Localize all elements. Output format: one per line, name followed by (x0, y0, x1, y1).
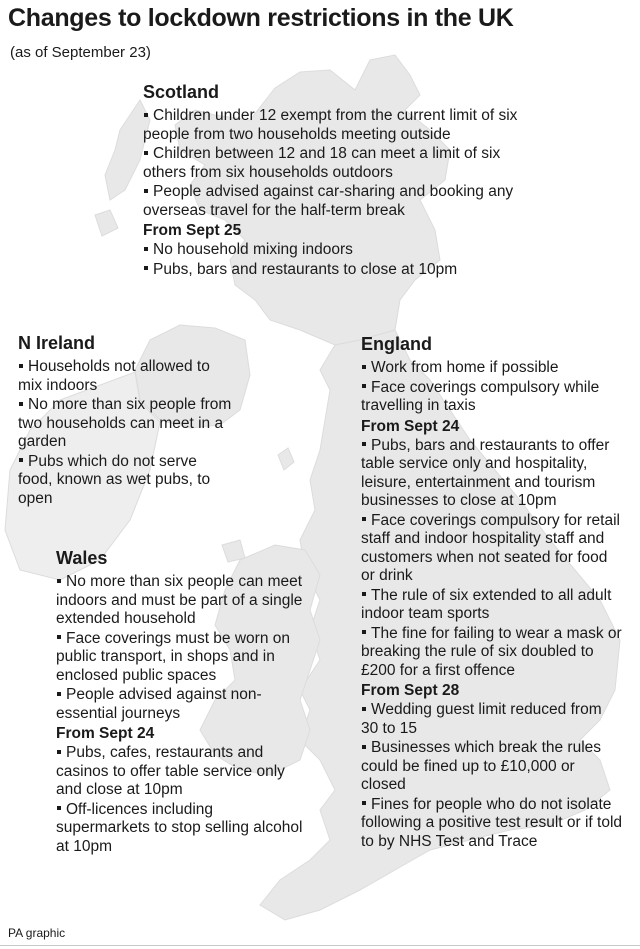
bullet-icon (57, 635, 61, 639)
bullet-icon (144, 113, 148, 117)
list-item: Off-licences including supermarkets to stop selling alcohol at 10pm (56, 800, 303, 855)
region-heading: Scotland (143, 82, 220, 102)
list-item: Pubs, cafes, restaurants and casinos to offer table service only and close at 10pm (56, 744, 285, 798)
region-list (361, 359, 623, 416)
bullet-icon (362, 384, 366, 388)
list-item: The fine for failing to wear a mask or breaking the rule of six doubled to £200 for a first offence (361, 624, 622, 679)
list-item: Pubs, bars and restaurants to offer table service only and hospitality, leisure, entertainment and tourism businesses to close at 10pm (361, 436, 610, 509)
list-item: Pubs which do not serve food, known as wet pubs, to open (18, 452, 211, 507)
list-item: Children under 12 exempt from the current limit of six people from two households meeting outside (143, 107, 518, 143)
bullet-icon (362, 442, 366, 446)
list-item: Households not allowed to mix indoors (18, 358, 210, 394)
list-item: Face coverings compulsory for retail staff and indoor hospitality staff and customers when not seated for food or drink (361, 511, 620, 584)
list-item: No more than six people from two households can meet in a garden (18, 396, 232, 450)
page-title: Changes to lockdown restrictions in the UK (8, 4, 514, 32)
list-item: Work from home if possible (361, 359, 623, 378)
bottom-divider (0, 945, 640, 946)
region-nireland (18, 333, 233, 509)
bullet-icon (362, 517, 366, 521)
section-heading: From Sept 28 (361, 682, 460, 699)
list-item: No more than six people can meet indoors and must be part of a single extended household (56, 573, 303, 627)
bullet-icon (57, 750, 61, 754)
source-credit: PA graphic (8, 926, 66, 940)
bullet-icon (362, 592, 366, 596)
region-list (143, 107, 543, 220)
bullet-icon (362, 801, 366, 805)
region-england (361, 334, 623, 852)
list-item: People advised against car-sharing and booking any overseas travel for the half-term break (143, 183, 514, 219)
islands-landmass (95, 210, 118, 236)
section-list (361, 701, 623, 851)
list-item: Face coverings must be worn on public transport, in shops and in enclosed public spaces (56, 629, 290, 684)
region-heading: Wales (56, 548, 108, 568)
section-heading: From Sept 25 (143, 222, 242, 239)
list-item: People advised against non-essential journeys (56, 686, 262, 722)
bullet-icon (362, 707, 366, 711)
bullet-icon (19, 458, 23, 462)
bullet-icon (57, 806, 61, 810)
list-item: Pubs, bars and restaurants to close at 10pm (143, 261, 543, 280)
list-item: No household mixing indoors (143, 241, 543, 260)
region-heading: N Ireland (18, 333, 96, 353)
bullet-icon (362, 365, 366, 369)
region-list (56, 573, 306, 723)
list-item: Wedding guest limit reduced from 30 to 15 (361, 701, 602, 737)
list-item: Fines for people who do not isolate following a positive test result or if told to by NHS Test and Trace (361, 795, 623, 850)
list-item: Businesses which break the rules could be fined up to £10,000 or closed (361, 739, 602, 793)
bullet-icon (362, 630, 366, 634)
bullet-icon (144, 189, 148, 193)
bullet-icon (57, 692, 61, 696)
bullet-icon (19, 402, 23, 406)
bullet-icon (144, 266, 148, 270)
bullet-icon (144, 247, 148, 251)
list-item: Children between 12 and 18 can meet a limit of six others from six households outdoors (143, 145, 501, 181)
region-wales (56, 548, 306, 857)
list-item: Face coverings compulsory while travelling in taxis (361, 378, 600, 414)
section-list (56, 744, 306, 856)
section-list (361, 437, 623, 681)
bullet-icon (144, 151, 148, 155)
section-list (143, 241, 543, 279)
bullet-icon (19, 364, 23, 368)
bullet-icon (57, 579, 61, 583)
list-item: The rule of six extended to all adult indoor team sports (361, 586, 612, 622)
region-list (18, 358, 233, 508)
region-heading: England (361, 334, 432, 354)
region-scotland (143, 82, 543, 280)
section-heading: From Sept 24 (56, 725, 155, 742)
bullet-icon (362, 745, 366, 749)
page-subtitle: (as of September 23) (10, 44, 151, 61)
isle-of-man-landmass (278, 448, 294, 470)
section-heading: From Sept 24 (361, 417, 460, 435)
